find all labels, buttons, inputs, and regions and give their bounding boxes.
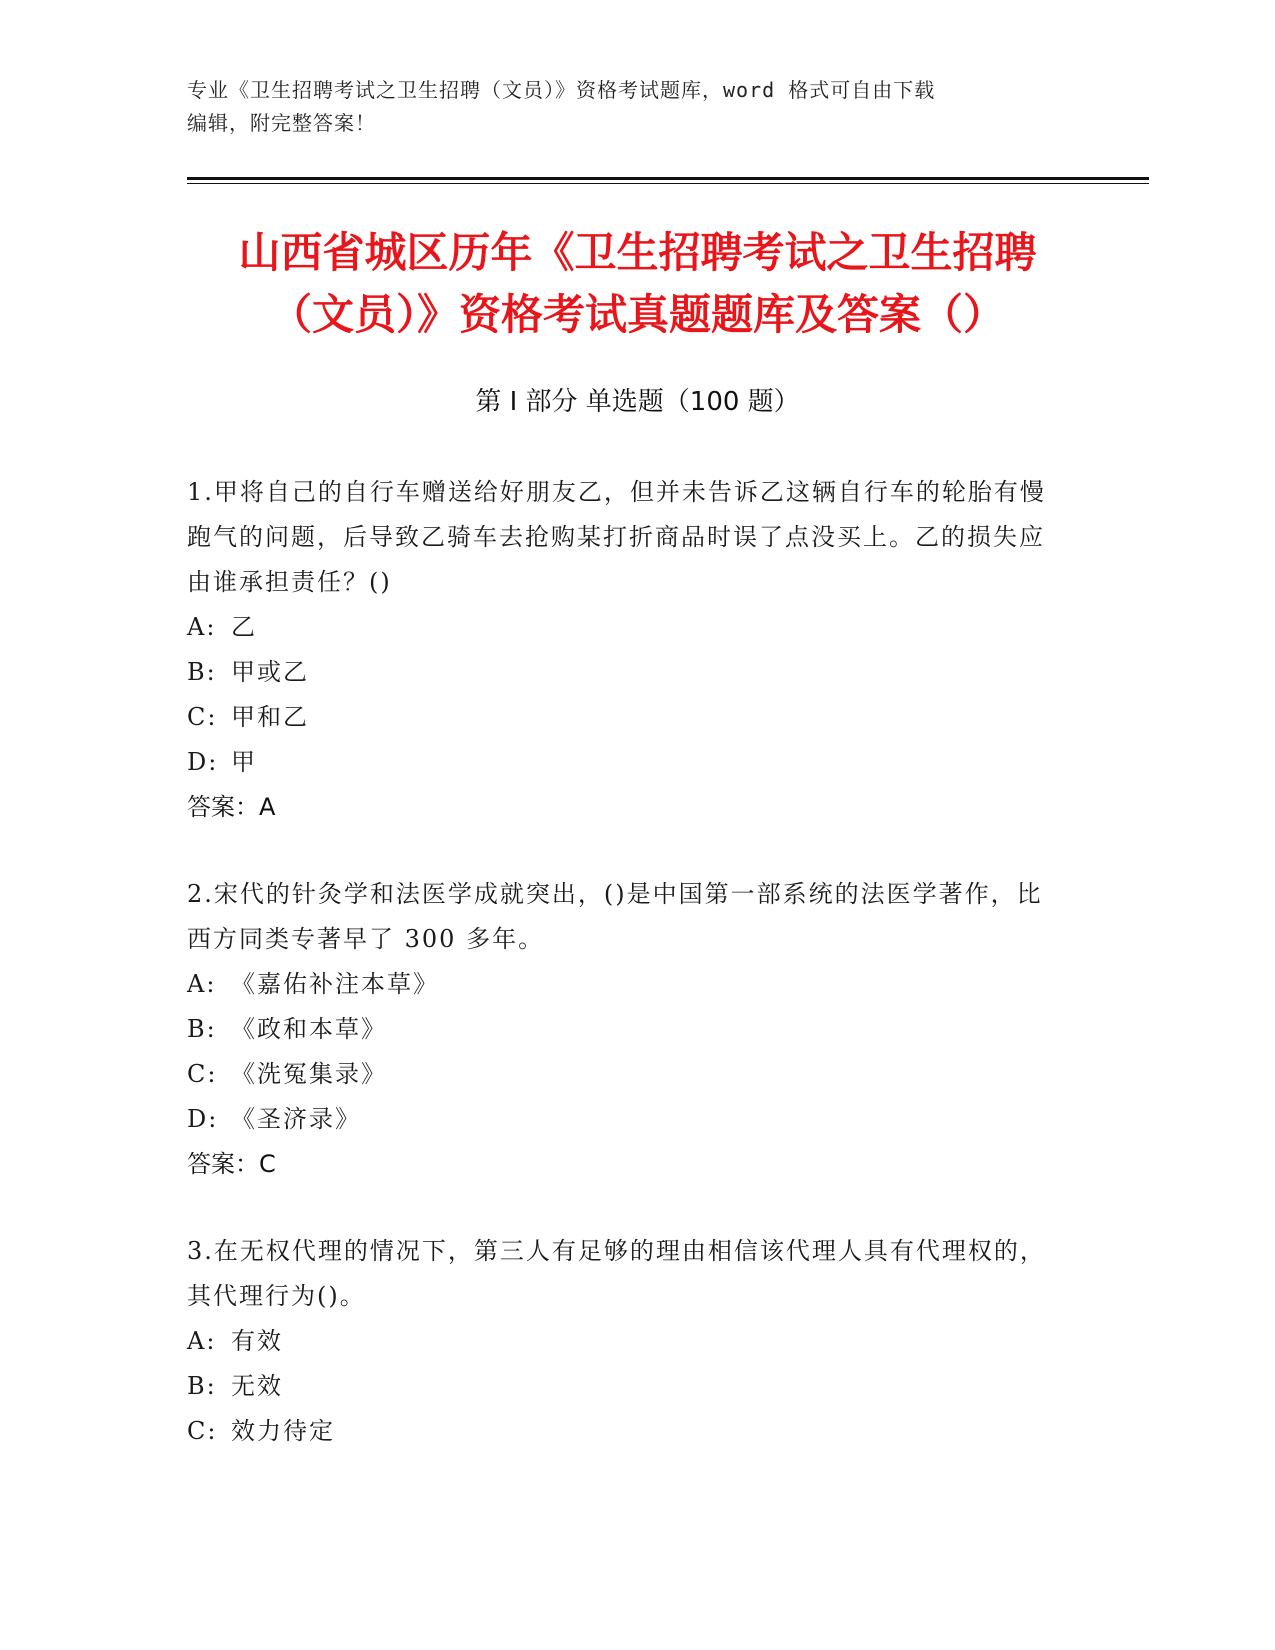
option-key: C: [187,1060,218,1088]
option-key: B: [187,1015,217,1043]
option-key: A: [187,970,217,998]
answer-line: 答案：A [187,793,276,821]
document-title-line-1: 山西省城区历年《卫生招聘考试之卫生招聘 [238,228,1037,277]
option-text: 乙 [231,613,257,641]
question-stem: 2.宋代的针灸学和法医学成就突出，()是中国第一部系统的法医学著作，比西方同类专著早了 300 多年。 [187,880,1043,953]
option-d [187,740,1067,785]
option-d [187,1097,1067,1142]
option-key: D: [187,748,219,776]
question-stem: 1.甲将自己的自行车赠送给好朋友乙，但并未告诉乙这辆自行车的轮胎有慢跑气的问题，后导致乙骑车去抢购某打折商品时误了点没买上。乙的损失应由谁承担责任？() [187,478,1046,596]
document-title-line-2: （文员）》资格考试真题题库及答案（） [269,290,1005,339]
option-text: 甲和乙 [231,703,309,731]
question-2 [187,872,1067,1187]
option-b [187,1364,1067,1409]
question-3 [187,1229,1067,1454]
option-c [187,1052,1067,1097]
question-list [187,470,1067,1454]
question-1 [187,470,1067,830]
header-note: 专业《卫生招聘考试之卫生招聘（文员）》资格考试题库，word 格式可自由下载 编辑，附完整答案！ [187,78,936,135]
option-key: B: [187,658,217,686]
header-rule-thin [187,183,1149,184]
section-title: 第 I 部分 单选题（100 题） [475,387,800,417]
option-text: 《圣济录》 [231,1105,361,1133]
option-key: D: [187,1105,219,1133]
option-text: 甲或乙 [231,658,309,686]
header-rule-thick [187,177,1149,180]
option-key: C: [187,1417,218,1445]
option-b [187,1007,1067,1052]
option-text: 《洗冤集录》 [231,1060,387,1088]
option-key: C: [187,703,218,731]
option-c [187,695,1067,740]
option-text: 有效 [231,1327,283,1355]
option-text: 《政和本草》 [231,1015,387,1043]
option-a [187,605,1067,650]
option-text: 《嘉佑补注本草》 [231,970,439,998]
option-key: A: [187,1327,217,1355]
option-key: A: [187,613,217,641]
option-text: 效力待定 [231,1417,335,1445]
option-a [187,962,1067,1007]
option-b [187,650,1067,695]
question-stem: 3.在无权代理的情况下，第三人有足够的理由相信该代理人具有代理权的，其代理行为()。 [187,1237,1046,1310]
option-c [187,1409,1067,1454]
option-text: 甲 [231,748,257,776]
option-key: B: [187,1372,217,1400]
document-title [150,222,1125,346]
answer-line: 答案：C [187,1150,276,1178]
option-text: 无效 [231,1372,283,1400]
option-a [187,1319,1067,1364]
